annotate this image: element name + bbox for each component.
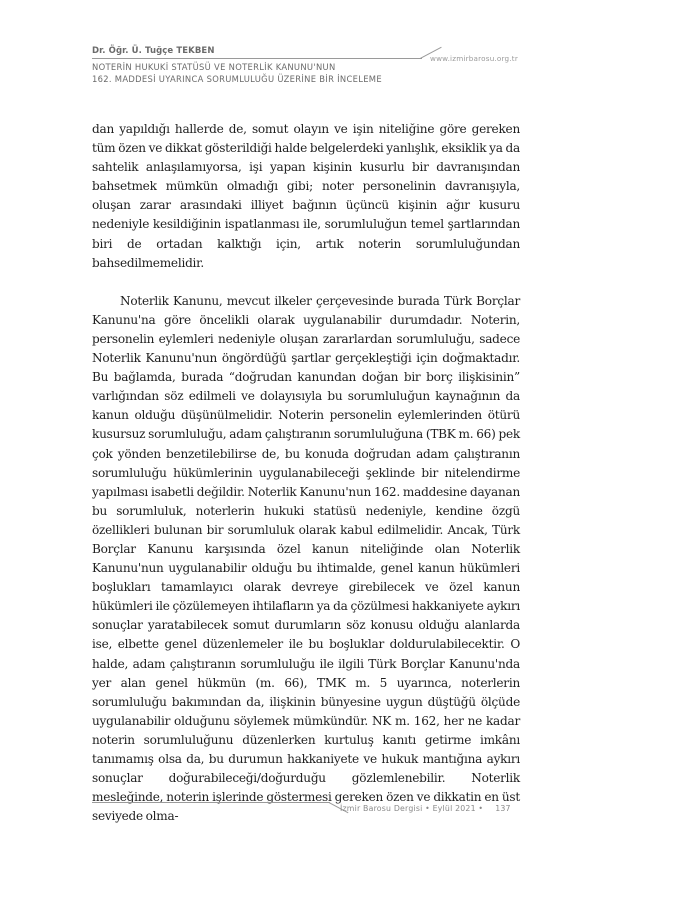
page-number: 137	[495, 804, 511, 813]
header-article-title	[92, 61, 382, 85]
footer	[340, 804, 511, 813]
body-paragraph-1: dan yapıldığı hallerde de, somut olayın ve işin niteliğine göre gereken tüm özen ve dikkat gösterildiği halde belgelerdeki yanlışlık, eksiklik ya da sahtelik anlaşılamıyorsa, işi yapan kişinin kusurlu bir davranışından bahsetmek mümkün olmadığı gibi; noter personelinin davranışıyla, oluşan zarar arasındaki illiyet bağının üçüncü kişinin ağır kusuru nedeniyle kesildiğinin ispatlanması ile, sorumluluğun temel şartlarından biri de ortadan kalktığı için, artık noterin sorumluluğundan bahsedilmemelidir.	[92, 122, 520, 270]
footer-journal-name: İzmir Barosu Dergisi • Eylül 2021 •	[340, 804, 484, 813]
footer-rule	[92, 802, 330, 803]
article-body	[92, 120, 520, 826]
header-url-link[interactable]: www.izmirbarosu.org.tr	[430, 54, 518, 63]
header-title-line-2: 162. MADDESİ UYARINCA SORUMLULUĞU ÜZERİNE BİR İNCELEME	[92, 74, 382, 84]
header-title-line-1: NOTERİN HUKUKİ STATÜSÜ VE NOTERLİK KANUNU'NUN	[92, 62, 336, 72]
body-paragraph-2: Noterlik Kanunu, mevcut ilkeler çerçevesinde burada Türk Borçlar Kanunu'na göre öncelikli olarak uygulanabilir durumdadır. Noterin, personelin eylemleri nedeniyle oluşan zararlardan sorumluluğu, sadece Noterlik Kanunu'nun öngördüğü şartlar gerçekleştiği için doğmaktadır. Bu bağlamda, burada “doğrudan kanundan doğan bir borç ilişkisinin” varlığından söz edilmeli ve dolayısıyla bu sorumluluğun kaynağının da kanun olduğu düşünülmelidir. Noterin personelin eylemlerinden ötürü kusursuz sorumluluğu, adam çalıştıranın sorumluluğuna (TBK m. 66) pek çok yönden benzetilebilirse de, bu konuda doğrudan adam çalıştıranın sorumluluğu hükümlerinin uygulanabileceği şeklinde bir nitelendirme yapılması isabetli değildir. Noterlik Kanunu'nun 162. maddesine dayanan bu sorumluluk, noterlerin hukuki statüsü nedeniyle, kendine özgü özellikleri bulunan bir sorumluluk olarak kabul edilmelidir. Ancak, Türk Borçlar Kanunu karşısında özel kanun niteliğinde olan Noterlik Kanunu'nun uygulanabilir olduğu bu ihtimalde, genel kanun hükümleri boşlukları tamamlayıcı olarak devreye girebilecek ve özel kanun hükümleri ile çözülemeyen ihtilafların ya da çözülmesi hakkaniyete aykırı sonuçlar yaratabilecek somut durumların söz konusu olduğu alanlarda ise, elbette genel düzenlemeler ile bu boşluklar doldurulabilecektir. O halde, adam çalıştıranın sorumluluğu ile ilgili Türk Borçlar Kanunu'nda yer alan genel hükmün (m. 66), TMK m. 5 uyarınca, noterlerin sorumluluğu bakımından da, ilişkinin bünyesine uygun düştüğü ölçüde uygulanabilir olduğunu söylemek mümkündür. NK m. 162, her ne kadar noterin sorumluluğunu düzenlerken kurtuluş kanıtı getirme imkânı tanımamış olsa da, bu durumun hakkaniyete ve hukuk mantığına aykırı sonuçlar doğurabileceği/doğurduğu gözlemlenebilir. Noterlik mesleğinde, noterin işlerinde göstermesi gereken özen ve dikkatin en üst seviyede olma-	[92, 293, 520, 824]
header-rule	[92, 58, 422, 59]
header-author: Dr. Öğr. Ü. Tuğçe TEKBEN	[92, 46, 215, 56]
